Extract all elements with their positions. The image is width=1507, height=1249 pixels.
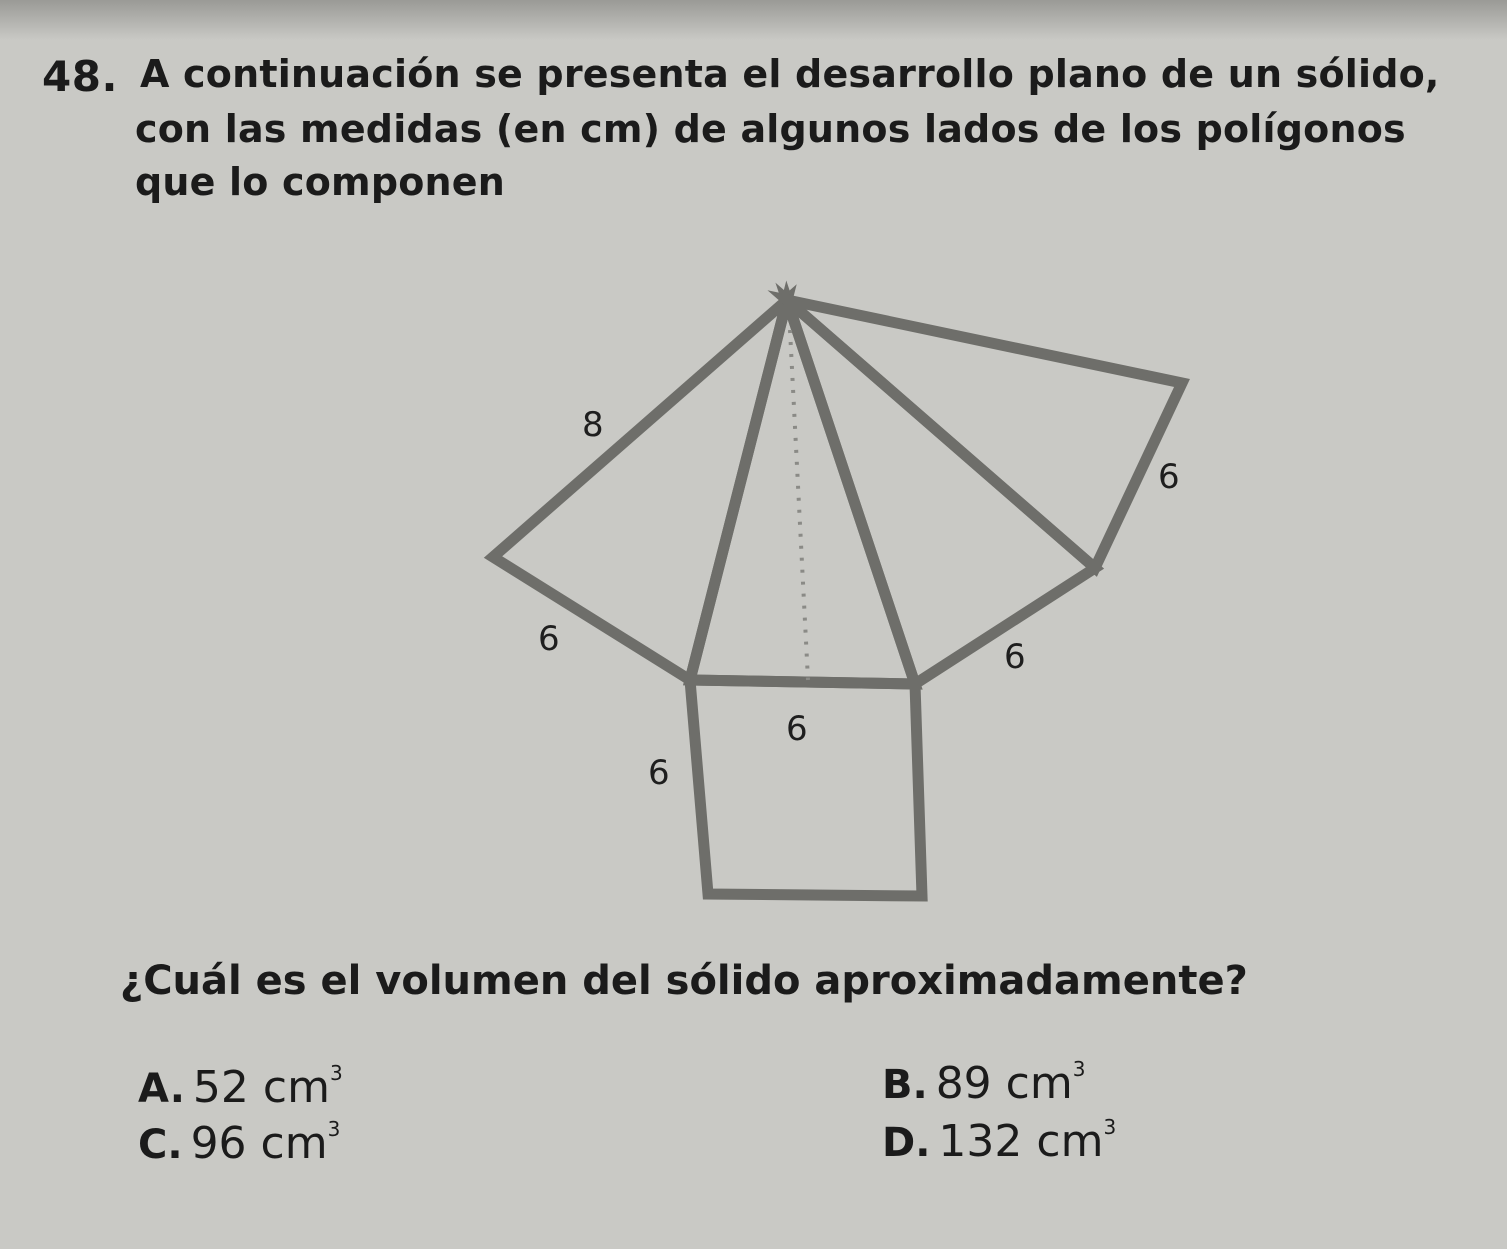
back-triangle-face (787, 300, 1182, 568)
option-a-value: 52 cm (192, 1062, 330, 1113)
option-a-letter: A. (138, 1066, 185, 1112)
option-d-exponent: 3 (1103, 1115, 1117, 1140)
option-a-exponent: 3 (329, 1061, 343, 1086)
height-dotted-line (790, 330, 808, 680)
label-right-base-6: 6 (1004, 637, 1026, 677)
label-square-top-6: 6 (786, 709, 808, 749)
label-square-side-6: 6 (648, 753, 670, 793)
question-number: 48. (42, 52, 118, 101)
question-text-line-1: A continuación se presenta el desarrollo plano de un sólido, (140, 52, 1440, 96)
option-d-letter: D. (882, 1120, 931, 1166)
label-left-base-6: 6 (538, 619, 560, 659)
option-d-value: 132 cm (938, 1116, 1104, 1167)
option-a[interactable] (138, 1062, 343, 1113)
option-b[interactable] (882, 1058, 1085, 1109)
option-c-exponent: 3 (327, 1117, 341, 1142)
label-right-edge-6: 6 (1158, 457, 1180, 497)
option-c-value: 96 cm (190, 1118, 328, 1169)
option-b-letter: B. (882, 1062, 928, 1108)
label-slant-edge-8: 8 (582, 405, 604, 445)
option-c[interactable] (138, 1118, 340, 1169)
option-c-letter: C. (138, 1122, 183, 1168)
option-b-value: 89 cm (935, 1058, 1073, 1109)
option-b-exponent: 3 (1072, 1057, 1086, 1082)
option-d[interactable] (882, 1116, 1116, 1167)
question-text-line-3: que lo componen (135, 160, 506, 204)
question-text-line-2: con las medidas (en cm) de algunos lados de los polígonos (135, 107, 1406, 151)
question-prompt: ¿Cuál es el volumen del sólido aproximadamente? (120, 958, 1248, 1004)
